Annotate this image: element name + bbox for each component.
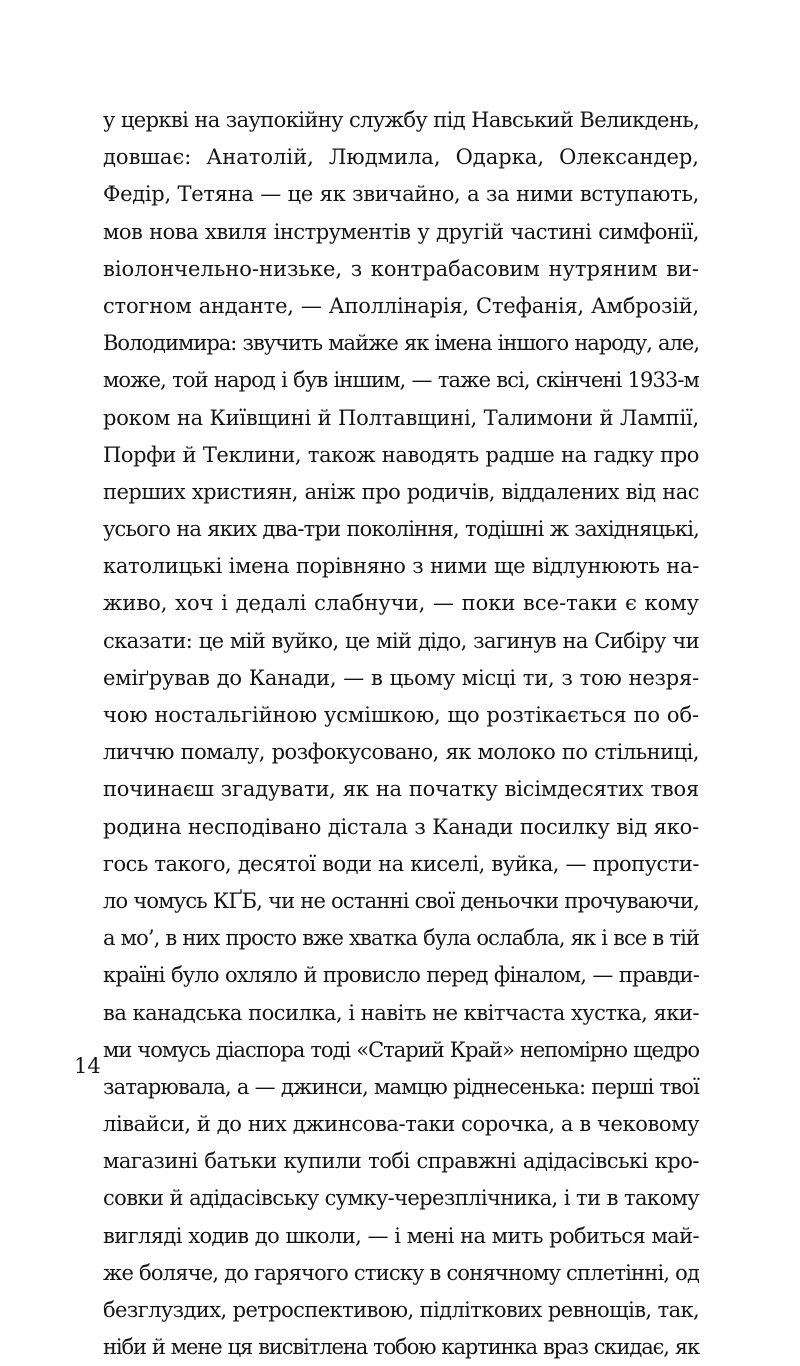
- text-line: еміґрував до Канади, — в цьому місці ти, з тою незря-: [103, 665, 699, 690]
- text-line: перших християн, аніж про родичів, віддалених від нас: [103, 479, 699, 504]
- text-line: віолончельно-низьке, з контрабасовим нутряним ви-: [103, 256, 699, 281]
- text-line: сказати: це мій вуйко, це мій дідо, загинув на Сибіру чи: [103, 628, 699, 653]
- text-line: же боляче, до гарячого стиску в сонячному сплетінні, од: [103, 1260, 700, 1285]
- text-line: католицькі імена порівняно з ними ще відлунюють на-: [103, 554, 699, 579]
- text-line: роком на Київщині й Полтавщині, Талимони й Лампії,: [103, 405, 699, 430]
- text-line: ло чомусь КҐБ, чи не останні свої деньочки прочуваючи,: [103, 888, 699, 913]
- text-line: безглуздих, ретроспективою, підліткових ревнощів, так,: [103, 1298, 700, 1322]
- text-line: стогном анданте, — Аполлінарія, Стефанія, Амброзій,: [103, 293, 699, 318]
- page-number: 14: [74, 1054, 101, 1078]
- text-line: ми чомусь діаспора тоді «Старий Край» непомірно щедро: [103, 1037, 699, 1062]
- text-line: лівайси, й до них джинсова-таки сорочка, а в чековому: [103, 1112, 700, 1137]
- text-line: родина несподівано дістала з Канади посилку від яко-: [103, 814, 699, 839]
- text-line: усього на яких два-три покоління, тодішні ж західняцькі,: [103, 517, 699, 542]
- text-line: ніби й мене ця висвітлена тобою картинка враз скидає, як: [103, 1335, 699, 1360]
- text-line: личчю помалу, розфокусовано, як молоко по стільниці,: [103, 740, 699, 765]
- text-line: Порфи й Теклини, також наводять радше на гадку про: [103, 442, 699, 467]
- text-line: гось такого, десятої води на киселі, вуйка, — пропусти-: [103, 851, 699, 876]
- text-line: довшає: Анатолій, Людмила, Одарка, Олександер,: [103, 145, 699, 170]
- text-line: у церкві на заупокійну службу під Навський Великдень,: [103, 108, 700, 132]
- text-line: живо, хоч і дедалі слабнучи, — поки все-таки є кому: [103, 591, 699, 616]
- text-line: а мо’, в них просто вже хватка була ослабла, як і все в тій: [103, 926, 699, 951]
- text-line: затарювала, а — джинси, мамцю ріднесенька: перші твої: [103, 1074, 699, 1099]
- text-line: ва канадська посилка, і навіть не квітчаста хустка, яки-: [103, 1000, 699, 1025]
- text-line: Федір, Тетяна — це як звичайно, а за ними вступають,: [103, 182, 699, 207]
- text-line: починаєш згадувати, як на початку вісімдесятих твоя: [103, 777, 699, 802]
- text-line: мов нова хвиля інструментів у другій частині симфонії,: [103, 219, 699, 244]
- text-line: магазині батьки купили тобі справжні адідасівські кро-: [103, 1149, 699, 1174]
- text-line: чою ностальгійною усмішкою, що розтікається по об-: [103, 703, 699, 727]
- text-line: вигляді ходив до школи, — і мені на мить робиться май-: [103, 1223, 699, 1248]
- text-line: совки й адідасівську сумку-черезплічника, і ти в такому: [103, 1186, 699, 1211]
- text-line: Володимира: звучить майже як імена іншого народу, але,: [103, 331, 699, 356]
- text-line: може, той народ і був іншим, — таже всі, скінчені 1933-м: [103, 368, 699, 393]
- body-text: [103, 102, 699, 1366]
- text-line: країні було охляло й провисло перед фіналом, — правди-: [103, 963, 699, 988]
